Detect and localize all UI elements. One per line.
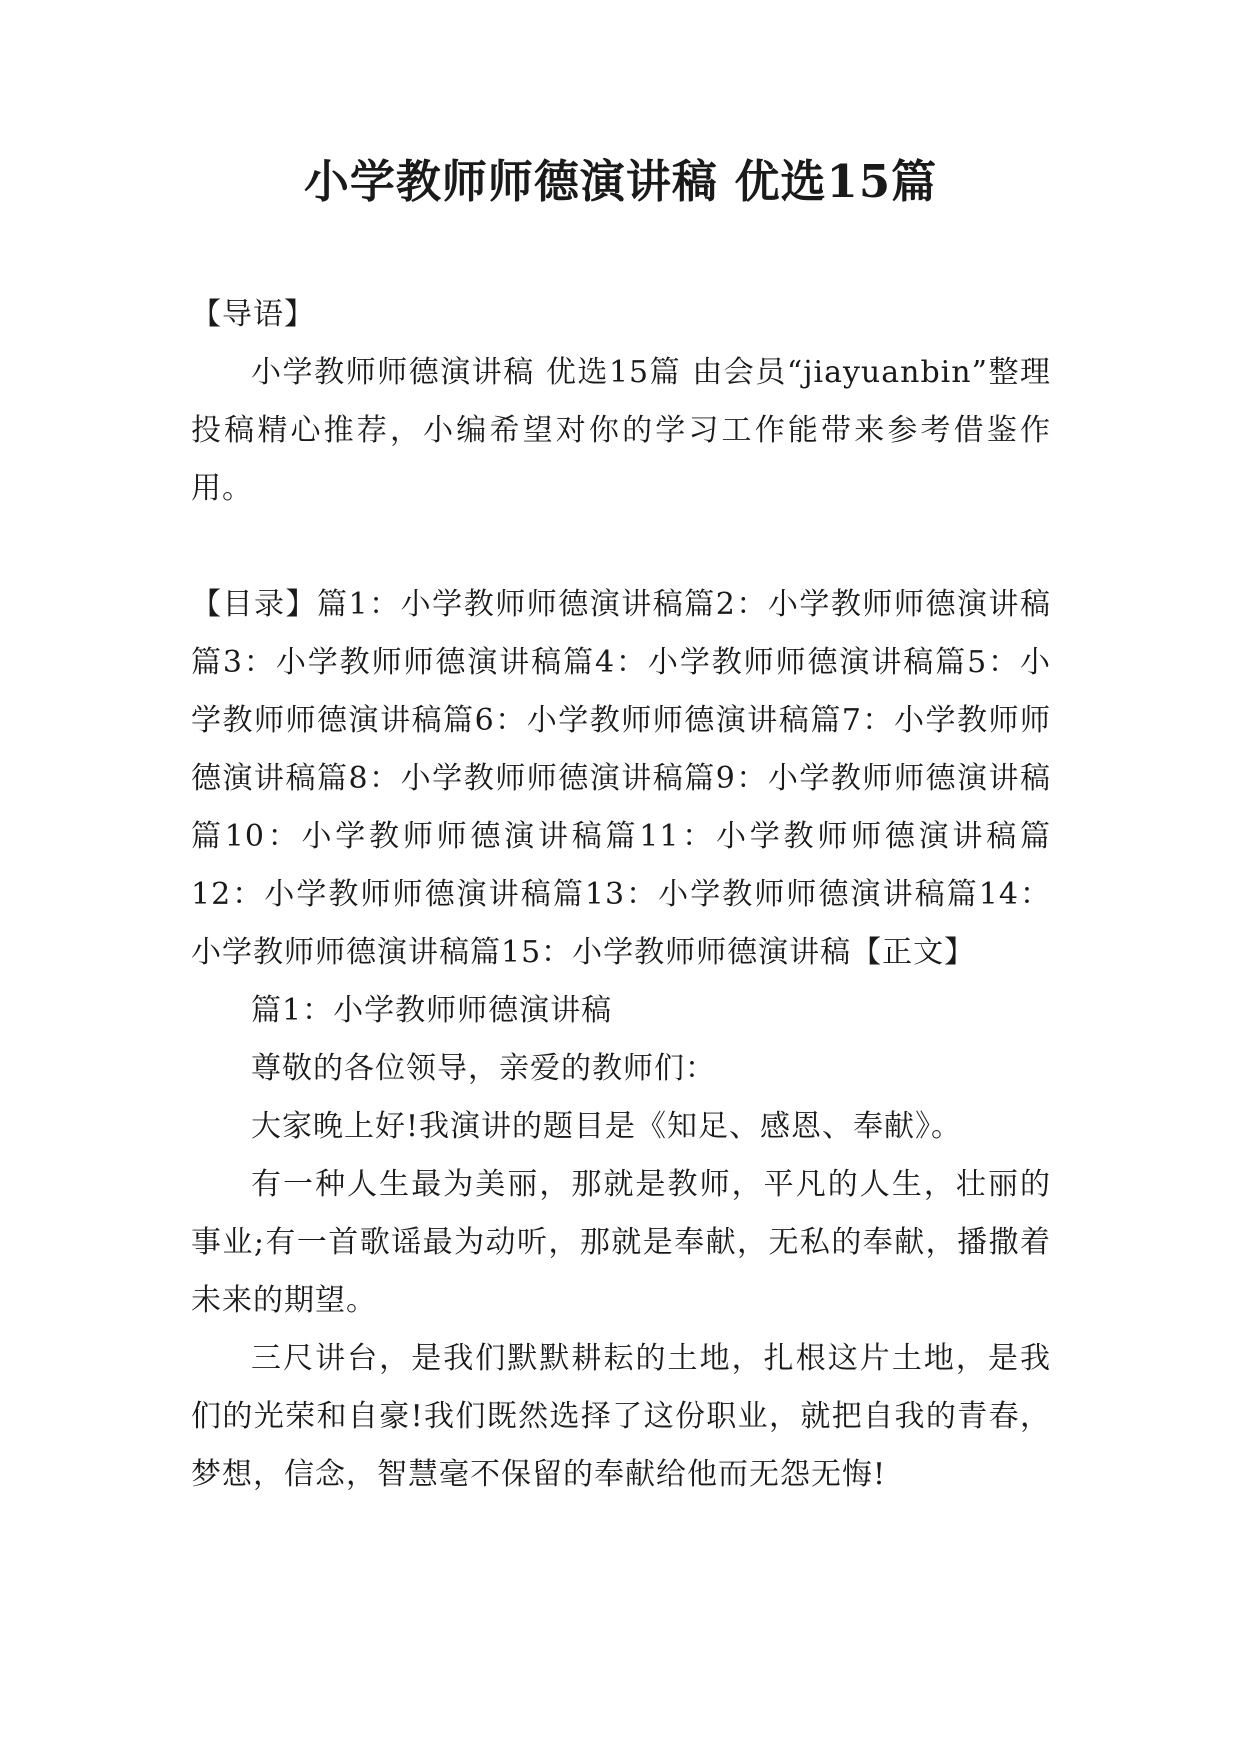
body-paragraph: 篇1：小学教师师德演讲稿 bbox=[251, 993, 613, 1028]
section-gap bbox=[191, 518, 1051, 576]
body-paragraph: 三尺讲台，是我们默默耕耘的土地，扎根这片土地，是我们的光荣和自豪!我们既然选择了这份职业，就把自我的青春，梦想，信念，智慧毫不保留的奉献给他而无怨无悔! bbox=[191, 1341, 1051, 1492]
intro-heading: 【导语】 bbox=[191, 297, 315, 332]
body-paragraph: 尊敬的各位领导，亲爱的教师们： bbox=[251, 1051, 716, 1086]
intro-text: 小学教师师德演讲稿 优选15篇 由会员“jiayuanbin”整理投稿精心推荐，小编希望对你的学习工作能带来参考借鉴作用。 bbox=[191, 355, 1051, 506]
body-paragraph: 大家晚上好!我演讲的题目是《知足、感恩、奉献》。 bbox=[251, 1109, 963, 1144]
table-of-contents: 【目录】篇1：小学教师师德演讲稿篇2：小学教师师德演讲稿篇3：小学教师师德演讲稿篇4：小学教师师德演讲稿篇5：小学教师师德演讲稿篇6：小学教师师德演讲稿篇7：小学教师师德演讲稿篇8：小学教师师德演讲稿篇9：小学教师师德演讲稿篇10：小学教师师德演讲稿篇11：小学教师师德演讲稿篇12：小学教师师德演讲稿篇13：小学教师师德演讲稿篇14：小学教师师德演讲稿篇15：小学教师师德演讲稿【正文】 bbox=[191, 587, 1051, 970]
body-paragraph: 有一种人生最为美丽，那就是教师，平凡的人生，壮丽的事业;有一首歌谣最为动听，那就是奉献，无私的奉献，播撒着未来的期望。 bbox=[191, 1167, 1051, 1318]
document-content bbox=[191, 286, 1051, 1504]
document-title: 小学教师师德演讲稿 优选15篇 bbox=[303, 155, 938, 208]
